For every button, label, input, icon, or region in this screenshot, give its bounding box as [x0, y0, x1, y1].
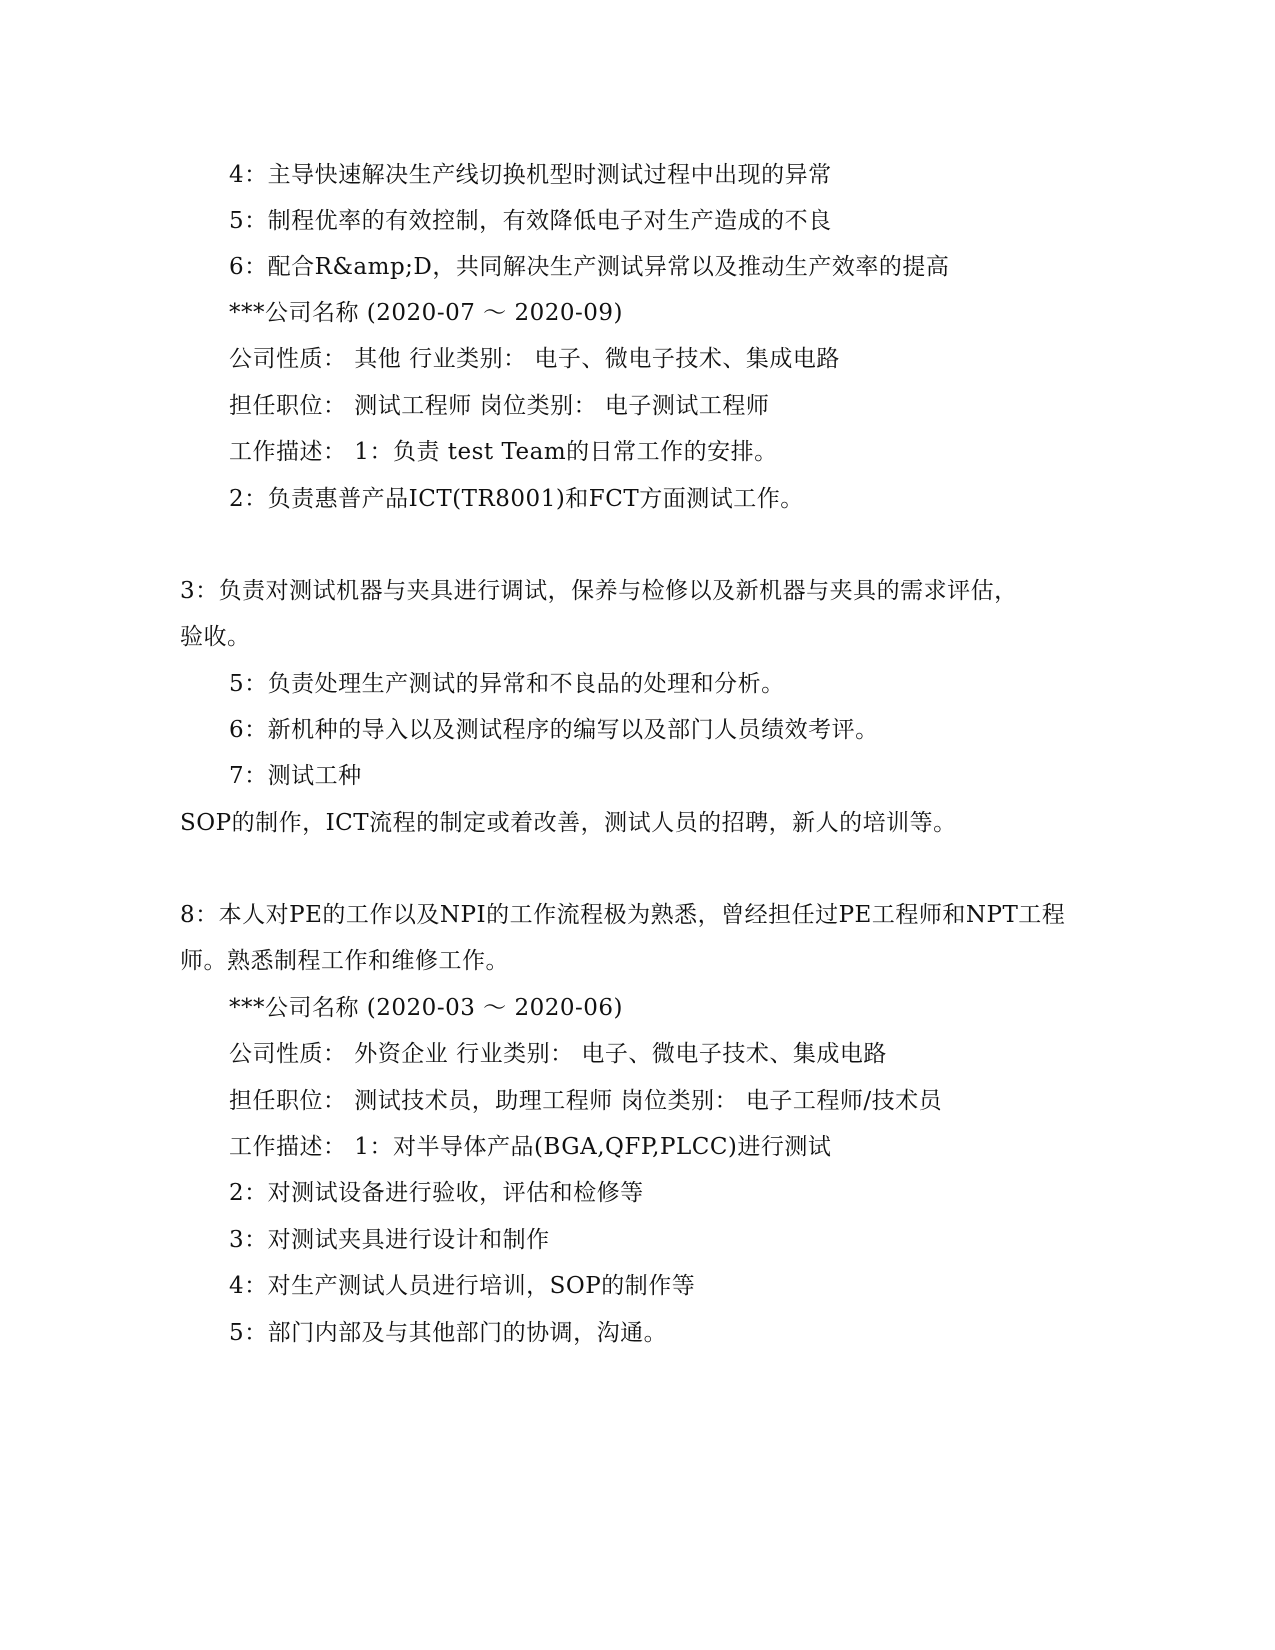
text-line: 7：测试工种 — [229, 763, 362, 789]
text-line: 4：对生产测试人员进行培训，SOP的制作等 — [229, 1273, 696, 1299]
text-line: 2：负责惠普产品ICT(TR8001)和FCT方面测试工作。 — [229, 486, 804, 512]
company-info-line: 公司性质： 其他 行业类别： 电子、微电子技术、集成电路 — [229, 346, 840, 372]
work-description-line: 工作描述： 1：负责 test Team的日常工作的安排。 — [229, 439, 778, 465]
text-line: 6：配合R&amp;D，共同解决生产测试异常以及推动生产效率的提高 — [229, 254, 950, 280]
text-line: 5：负责处理生产测试的异常和不良品的处理和分析。 — [229, 671, 785, 697]
position-line: 担任职位： 测试工程师 岗位类别： 电子测试工程师 — [229, 393, 770, 419]
work-description-line: 工作描述： 1：对半导体产品(BGA,QFP,PLCC)进行测试 — [229, 1134, 832, 1160]
text-line: 4：主导快速解决生产线切换机型时测试过程中出现的异常 — [229, 162, 832, 188]
text-line: 验收。 — [180, 624, 251, 650]
position-line: 担任职位： 测试技术员，助理工程师 岗位类别： 电子工程师/技术员 — [229, 1088, 943, 1114]
text-line: 5：部门内部及与其他部门的协调，沟通。 — [229, 1320, 668, 1346]
text-line: 8：本人对PE的工作以及NPI的工作流程极为熟悉，曾经担任过PE工程师和NPT工程 — [180, 902, 1066, 928]
text-line: 3：对测试夹具进行设计和制作 — [229, 1227, 550, 1253]
text-line: 6：新机种的导入以及测试程序的编写以及部门人员绩效考评。 — [229, 717, 879, 743]
text-line: 3：负责对测试机器与夹具进行调试，保养与检修以及新机器与夹具的需求评估， — [180, 578, 1018, 604]
text-line: SOP的制作，ICT流程的制定或着改善，测试人员的招聘，新人的培训等。 — [180, 810, 957, 836]
company-heading: ***公司名称 (2020-07 ～ 2020-09) — [229, 300, 624, 326]
text-line: 5：制程优率的有效控制，有效降低电子对生产造成的不良 — [229, 208, 832, 234]
text-line: 师。熟悉制程工作和维修工作。 — [180, 948, 509, 974]
company-heading: ***公司名称 (2020-03 ～ 2020-06) — [229, 995, 624, 1021]
text-line: 2：对测试设备进行验收，评估和检修等 — [229, 1180, 644, 1206]
company-info-line: 公司性质： 外资企业 行业类别： 电子、微电子技术、集成电路 — [229, 1041, 887, 1067]
